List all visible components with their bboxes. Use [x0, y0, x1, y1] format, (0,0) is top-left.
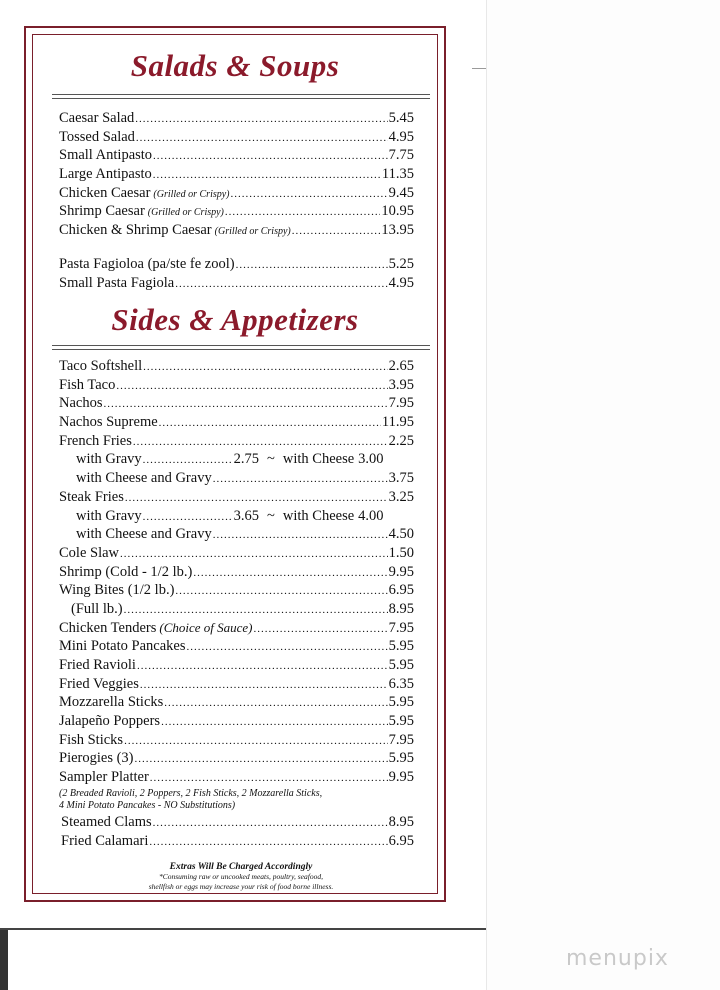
menu-item: [59, 222, 414, 241]
item-price: 3.95: [388, 376, 414, 393]
item-price: 4.00: [358, 507, 384, 524]
item-name: Pasta Fagioloa (pa/ste fe zool): [59, 256, 235, 272]
title-rule: [52, 349, 430, 350]
leader-dots: [133, 436, 388, 448]
item-name: with Cheese: [282, 507, 355, 524]
item-price: 10.95: [381, 203, 414, 220]
leader-dots: [104, 398, 388, 410]
sides-list: [59, 358, 414, 851]
item-price: 9.45: [388, 184, 414, 201]
item-price: 1.50: [388, 544, 414, 561]
scan-corner: [0, 930, 8, 990]
item-price: 5.95: [388, 713, 414, 730]
item-price: 5.95: [388, 657, 414, 673]
item-price: 2.25: [388, 432, 414, 449]
menu-item: [59, 769, 414, 788]
leader-dots: [124, 604, 388, 616]
item-name: with Cheese and Gravy: [76, 526, 212, 543]
item-price: 8.95: [388, 600, 414, 617]
menu-item: [59, 582, 414, 601]
item-price: 3.00: [358, 451, 384, 468]
leader-dots: [159, 417, 381, 429]
item-name: Fish Sticks: [59, 731, 124, 748]
item-name: Shrimp Caesar: [59, 203, 145, 220]
sampler-note-line: 4 Mini Potato Pancakes - NO Substitutions): [59, 800, 236, 812]
menu-item: [59, 147, 414, 166]
item-price: 11.35: [381, 166, 414, 183]
menu-item: [59, 713, 414, 732]
item-name: with Gravy: [76, 451, 142, 468]
menu-item: [59, 185, 414, 204]
item-price: 7.75: [388, 147, 414, 164]
item-name: Large Antipasto: [59, 166, 152, 183]
item-name: Chicken Caesar: [59, 184, 151, 201]
menu-item: [61, 833, 414, 852]
item-price: 6.95: [388, 582, 414, 599]
soups-list: [59, 256, 414, 293]
leader-dots: [175, 585, 387, 597]
item-price: 3.75: [388, 470, 414, 487]
item-name: Wing Bites (1/2 lb.): [59, 582, 175, 599]
item-price: 4.95: [388, 128, 414, 145]
leader-dots: [236, 259, 388, 271]
leader-dots: [149, 836, 387, 848]
item-name: French Fries: [59, 432, 132, 449]
item-price: 6.35: [388, 675, 414, 692]
item-name: (Full lb.): [71, 600, 123, 617]
item-price: 6.95: [388, 832, 414, 849]
sampler-note-line: (2 Breaded Ravioli, 2 Poppers, 2 Fish Sticks, 2 Mozzarella Sticks,: [59, 787, 323, 799]
leader-dots: [153, 150, 388, 162]
leader-dots: [213, 473, 388, 485]
item-price: 9.95: [388, 563, 414, 580]
item-price: 3.25: [388, 488, 414, 505]
leader-dots: [213, 529, 388, 541]
item-name: Small Pasta Fagiola: [59, 274, 175, 291]
scan-mark: [472, 68, 486, 69]
item-name: Fish Taco: [59, 376, 116, 393]
leader-dots: [143, 511, 233, 523]
item-name: Steamed Clams: [61, 813, 152, 830]
item-name: Jalapeño Poppers: [59, 713, 161, 730]
leader-dots: [137, 660, 388, 672]
menu-item: [59, 564, 414, 583]
menu-item: [59, 256, 414, 275]
item-name: Fried Calamari: [61, 832, 149, 849]
leader-dots: [150, 772, 388, 784]
item-note: (Grilled or Crispy): [153, 188, 230, 200]
leader-dots: [143, 361, 387, 373]
menu-item: [59, 545, 414, 564]
menu-item: [59, 203, 414, 222]
leader-dots: [143, 454, 233, 466]
item-price: 9.95: [388, 769, 414, 786]
menu-item: [59, 732, 414, 751]
scan-bottom-edge: [0, 928, 486, 930]
item-name: Chicken Tenders: [59, 619, 157, 636]
menu-item: [59, 166, 414, 185]
item-name: Cole Slaw: [59, 544, 120, 561]
item-name: Shrimp (Cold - 1/2 lb.): [59, 563, 193, 580]
sampler-note: [59, 788, 414, 814]
salads-list: [59, 110, 414, 241]
leader-dots: [175, 278, 387, 290]
menu-item: [59, 694, 414, 713]
item-name: Fried Ravioli: [59, 657, 136, 673]
extras-notice: Extras Will Be Charged Accordingly: [169, 862, 313, 872]
watermark: menupix: [566, 946, 669, 971]
menu-item-chicken-tenders: [59, 620, 414, 639]
item-price: 5.95: [388, 694, 414, 711]
leader-dots: [193, 567, 387, 579]
leader-dots: [136, 132, 388, 144]
item-name: Taco Softshell: [59, 358, 143, 374]
item-price: 5.25: [388, 256, 414, 272]
health-warning: *Consuming raw or uncooked meats, poultry, seafood,: [159, 872, 323, 881]
menu-item: [59, 638, 414, 657]
item-name: with Cheese: [282, 451, 355, 468]
title-rule: [52, 94, 430, 95]
menu-item: [59, 110, 414, 129]
item-note: (Grilled or Crispy): [147, 207, 224, 219]
item-note: (Choice of Sauce): [159, 619, 253, 635]
item-price: 5.95: [388, 750, 414, 767]
leader-dots: [231, 188, 388, 200]
item-price: 11.95: [381, 414, 414, 431]
item-name: with Gravy: [76, 507, 142, 524]
menu-item: [59, 275, 414, 294]
item-price: 4.95: [388, 274, 414, 291]
menu-item: [59, 676, 414, 695]
item-price: 7.95: [388, 731, 414, 748]
item-name: Caesar Salad: [59, 110, 135, 126]
menu-item-sf-gravy: [59, 508, 414, 527]
leader-dots: [135, 753, 388, 765]
item-price: 5.45: [388, 110, 414, 126]
title-rule: [52, 98, 430, 99]
item-price: 7.95: [388, 619, 414, 636]
menu-item-steak-fries: [59, 489, 414, 508]
scan-margin: [486, 0, 720, 990]
menu-item: [59, 433, 414, 452]
leader-dots: [120, 548, 388, 560]
item-price: 4.50: [388, 526, 414, 543]
item-name: Chicken & Shrimp Caesar: [59, 222, 212, 239]
item-price: 13.95: [381, 222, 414, 239]
item-name: Sampler Platter: [59, 769, 149, 786]
leader-dots: [161, 716, 388, 728]
item-name: Pierogies (3): [59, 750, 134, 767]
item-name: with Cheese and Gravy: [76, 470, 212, 487]
menu-item: [59, 358, 414, 377]
item-price: 3.65: [233, 507, 260, 524]
item-price: 8.95: [388, 813, 414, 830]
item-name: Mozzarella Sticks: [59, 694, 164, 711]
section-title-salads: Salads & Soups: [130, 48, 340, 83]
item-name: Fried Veggies: [59, 675, 139, 692]
menu-item: [59, 377, 414, 396]
section-title-sides: Sides & Appetizers: [111, 302, 359, 337]
title-rule: [52, 345, 430, 346]
menu-item: [59, 395, 414, 414]
item-price: 2.75: [233, 451, 260, 468]
item-name: Nachos: [59, 395, 103, 412]
leader-dots: [116, 380, 387, 392]
item-price: 5.95: [388, 638, 414, 655]
leader-dots: [186, 641, 387, 653]
item-name: Steak Fries: [59, 488, 124, 505]
leader-dots: [124, 735, 388, 747]
item-note: (Grilled or Crispy): [214, 226, 291, 238]
menu-item: [59, 414, 414, 433]
menu-item: [59, 750, 414, 769]
leader-dots: [292, 225, 381, 237]
item-name: Nachos Supreme: [59, 414, 158, 431]
menu-item-ff-cheese-gravy: [59, 470, 414, 489]
separator: ~: [267, 451, 275, 468]
leader-dots: [254, 623, 388, 635]
menu-item: [59, 129, 414, 148]
menu-footer: [52, 862, 430, 892]
leader-dots: [140, 679, 388, 691]
item-name: Mini Potato Pancakes: [59, 638, 186, 655]
leader-dots: [153, 817, 388, 829]
item-name: Tossed Salad: [59, 128, 135, 145]
menu-item: [61, 814, 414, 833]
menu-item-wing-full: [59, 601, 414, 620]
separator: ~: [267, 507, 275, 524]
leader-dots: [153, 169, 381, 181]
leader-dots: [125, 492, 388, 504]
health-warning: shellfish or eggs may increase your risk of food borne illness.: [148, 882, 334, 891]
leader-dots: [164, 697, 387, 709]
item-name: Small Antipasto: [59, 147, 153, 164]
leader-dots: [135, 113, 387, 125]
leader-dots: [225, 206, 380, 218]
item-price: 2.65: [388, 358, 414, 374]
menu-item-sf-cheese-gravy: [59, 526, 414, 545]
item-price: 7.95: [388, 395, 414, 412]
menu-item: [59, 657, 414, 676]
menu-item-ff-gravy: [59, 451, 414, 470]
